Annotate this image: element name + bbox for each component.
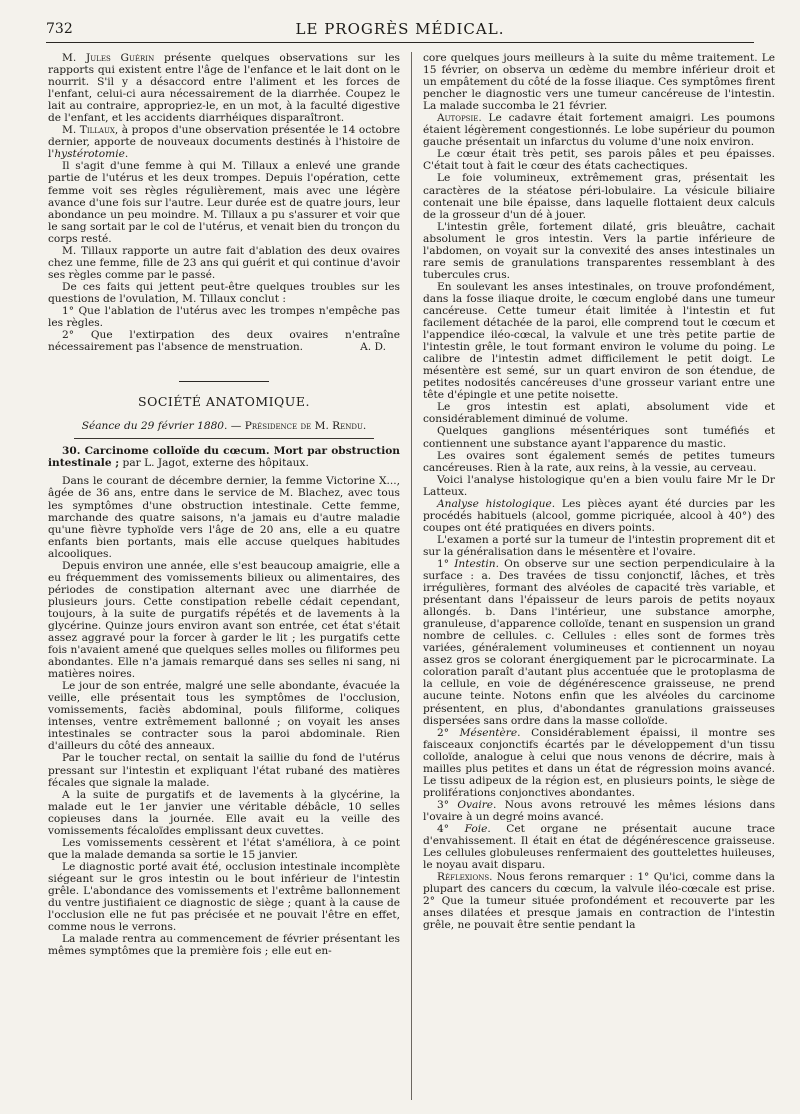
paragraph: M. Tillaux, à propos d'une observation présentée le 14 octobre dernier, apporte de nouveaux documents destinés à l'histoire de l'hystérotomie. — [48, 124, 400, 161]
paragraph: Il s'agit d'une femme à qui M. Tillaux a enlevé une grande partie de l'utérus et les deux trompes. Depuis l'opération, cette femme voit ses règles régulièrement, mais avec une légère avance d'une fois sur l'autre. Leur durée est de quatre jours, leur abondance un peu moindre. M. Tillaux a pu s'assurer et voir que le sang sortait par le col de l'utérus, et venait bien du tronçon du corps resté. — [48, 160, 400, 245]
article-title: 30. Carcinome colloïde du cœcum. Mort par obstruction intestinale ; par L. Jagot, externe des hôpitaux. — [48, 445, 400, 470]
paragraph: M. Jules Guérin présente quelques observations sur les rapports qui existent entre l'âge de l'enfance et le lait dont on le nourrit. S'il y a désaccord entre l'aliment et les forces de l'enfant, celui-ci aura nécessairement de la diarrhée. Coupez le lait au contraire, appropriez-le, en un mot, à la faculté digestive de l'enfant, et les accidents diarrhéiques disparaîtront. — [48, 52, 400, 125]
paragraph-label: Autopsie. — [437, 112, 482, 125]
column-rule — [411, 52, 412, 1100]
paragraph-label: Mésentère — [459, 726, 518, 739]
paragraph: Voici l'analyse histologique qu'en a bien voulu faire Mr le Dr Latteux. — [423, 473, 775, 498]
journal-title: LE PROGRÈS MÉDICAL. — [295, 20, 505, 38]
right-column — [423, 52, 775, 931]
paragraph: Les ovaires sont également semés de petites tumeurs cancéreuses. Rien à la rate, aux reins, à la vessie, au cerveau. — [423, 449, 775, 474]
left-column — [48, 52, 400, 957]
paragraph: Réflexions. Nous ferons remarquer : 1° Qu'ici, comme dans la plupart des cancers du cœcum, la valvule iléo-cœcale est prise. 2° Que la tumeur située profondément et recouverte par les anses dilatées et presque jamais en contraction de l'intestin grêle, ne pouvait être sentie pendant la — [423, 871, 775, 932]
paragraph: 2° Que l'extirpation des deux ovaires n'entraîne nécessairement pas l'absence de menstruation. — [48, 329, 400, 354]
speaker-name: M. Tillaux — [62, 124, 115, 137]
paragraph: Le jour de son entrée, malgré une selle abondante, évacuée la veille, elle présentait tous les symptômes de l'occlusion, vomissements, faciès abdominal, pouls filiforme, coliques intenses, ventre extrêmement ballonné ; on voyait les anses intestinales se contracter sous la paroi abdominale. Rien d'ailleurs du côté des anneaux. — [48, 680, 400, 753]
session-line: Séance du 29 février 1880. — Présidence de M. Rendu. — [81, 420, 367, 433]
paragraph: 1° Intestin. On observe sur une section perpendiculaire à la surface : a. Des travées de tissu conjonctif, lâches, et très irrégulières, formant des alvéoles de capacité très variable, et présentant dans l'épaisseur de leurs parois de petits noyaux allongés. b. Dans l'intérieur, une substance amorphe, granuleuse, d'apparence colloïde, tenant en suspension un grand nombre de cellules. c. Cellules : elles sont de formes très variées, généralement volumineuses et contiennent un noyau assez gros se colorant énergiquement par le picrocarminate. La coloration paraît d'autant plus accentuée que le protoplasma de la cellule, en voie de dégénérescence graisseuse, ne prend aucune teinte. Notons enfin que les alvéoles du carcinome présentent, en plus, d'abondantes granulations graisseuses dispersées sans ordre dans la masse colloïde. — [423, 557, 775, 727]
session-date: Séance du 29 février 1880. — [81, 420, 228, 433]
paragraph: Analyse histologique. Les pièces ayant été durcies par les procédés habituels (alcool, gomme picriquée, alcool à 40°) des coupes ont été pratiquées en divers points. — [423, 497, 776, 534]
paragraph: De ces faits qui jettent peut-être quelques troubles sur les questions de l'ovulation, M. Tillaux conclut : — [48, 280, 400, 305]
author-signature: A. D. — [360, 341, 386, 354]
paragraph-label: Ovaire — [457, 798, 494, 811]
paragraph-label: Intestin — [454, 557, 496, 570]
paragraph: 4° Foie. Cet organe ne présentait aucune trace d'envahissement. Il était en état de dégénérescence graisseuse. Les cellules globuleuses renfermaient des gouttelettes huileuses, le noyau avait disparu. — [423, 823, 775, 872]
paragraph: Autopsie. Le cadavre était fortement amaigri. Les poumons étaient légèrement congestionnés. Le lobe supérieur du poumon gauche présentait un infarctus du volume d'une noix environ. — [423, 112, 775, 149]
section-title: SOCIÉTÉ ANATOMIQUE. — [138, 394, 310, 410]
paragraph: A la suite de purgatifs et de lavements à la glycérine, la malade eut le 1er janvier une véritable débâcle, 10 selles copieuses dans la journée. Elle avait eu la veille des vomissements fécaloïdes emplissant deux cuvettes. — [48, 788, 400, 837]
paragraph: Les vomissements cessèrent et l'état s'améliora, à ce point que la malade demanda sa sortie le 15 janvier. — [48, 836, 400, 861]
paragraph: M. Tillaux rapporte un autre fait d'ablation des deux ovaires chez une femme, fille de 23 ans qui guérit et qui continue d'avoir ses règles comme par le passé. — [48, 244, 400, 281]
session-presidency: Présidence de M. Rendu. — [244, 420, 367, 433]
paragraph: La malade rentra au commencement de février présentant les mêmes symptômes que la première fois ; elle eut en- — [48, 933, 400, 958]
paragraph: core quelques jours meilleurs à la suite du même traitement. Le 15 février, on observa un œdème du membre inférieur droit et un empâtement du côté de la fosse iliaque. Ces symptômes firent pencher le diagnostic vers une tumeur cancéreuse de l'intestin. La malade succomba le 21 février. — [423, 52, 775, 113]
paragraph: L'intestin grêle, fortement dilaté, gris bleuâtre, cachait absolument le gros intestin. Vers la partie inférieure de l'abdomen, on voyait sur la convexité des anses intestinales un rare semis de granulations transparentes ressemblant à des tubercules crus. — [423, 220, 775, 281]
section-divider — [179, 381, 269, 382]
header-rule — [46, 42, 754, 43]
italic-term: hystérotomie — [54, 148, 125, 161]
paragraph-label: Analyse histologique — [437, 497, 552, 510]
paragraph: 2° Mésentère. Considérablement épaissi, il montre ses faisceaux conjonctifs écartés par le développement d'un tissu colloïde, analogue à celui que nous venons de décrire, mais à mailles plus petites et dans un état de régression moins avancé. Le tissu adipeux de la région est, en plusieurs points, le siège de proliférations conjonctives abondantes. — [423, 726, 776, 799]
session-rule — [74, 438, 374, 439]
page-number: 732 — [46, 21, 73, 37]
paragraph: Dans le courant de décembre dernier, la femme Victorine X..., âgée de 36 ans, entre dans le service de M. Blachez, avec tous les symptômes d'une obstruction intestinale. Cette femme, marchande des quatre saisons, n'a jamais eu d'autre maladie qu'une fièvre typhoïde vers l'âge de 20 ans, elle a eu quatre enfants bien portants, mais elle accuse quelques habitudes alcooliques. — [48, 475, 400, 560]
paragraph: Depuis environ une année, elle s'est beaucoup amaigrie, elle a eu fréquemment des vomissements bilieux ou alimentaires, des périodes de constipation alternant avec une diarrhée de plusieurs jours. Cette constipation rebelle cédait cependant, toujours, à la suite de purgatifs répétés et de lavements à la glycérine. Quinze jours environ avant son entrée, cet état s'était assez aggravé pour la forcer à garder le lit ; les purgatifs cette fois n'avaient amené que quelques selles molles ou filiformes peu abondantes. Elle n'a jamais remarqué dans ses selles ni sang, ni matières noires. — [48, 559, 400, 681]
paragraph: Le gros intestin est aplati, absolument vide et considérablement diminué de volume. — [423, 401, 775, 426]
paragraph: L'examen a porté sur la tumeur de l'intestin proprement dit et sur la généralisation dans le mésentère et l'ovaire. — [423, 533, 775, 558]
paragraph-label: Réflexions. — [437, 871, 493, 884]
paragraph-label: Foie — [464, 823, 488, 835]
paragraph: Le foie volumineux, extrêmement gras, présentait les caractères de la stéatose péri-lobulaire. La vésicule biliaire contenait une bile épaisse, dans laquelle flottaient deux calculs de la grosseur d'un dé à jouer. — [423, 172, 775, 221]
paragraph: Le cœur était très petit, ses parois pâles et peu épaisses. C'était tout à fait le cœur des états cachectiques. — [423, 148, 775, 173]
paragraph: 1° Que l'ablation de l'utérus avec les trompes n'empêche pas les règles. — [48, 304, 400, 330]
paragraph: 3° Ovaire. Nous avons retrouvé les mêmes lésions dans l'ovaire à un degré moins avancé. — [423, 798, 776, 823]
paragraph: Quelques ganglions mésentériques sont tuméfiés et contiennent une substance ayant l'apparence du mastic. — [423, 425, 775, 450]
paragraph: Par le toucher rectal, on sentait la saillie du fond de l'utérus pressant sur l'intestin et expliquant l'état rubané des matières fécales que signale la malade. — [48, 752, 400, 789]
article-byline: par L. Jagot, externe des hôpitaux. — [119, 457, 309, 470]
paragraph: Le diagnostic porté avait été, occlusion intestinale incomplète siégeant sur le gros intestin ou le bout inférieur de l'intestin grêle. L'abondance des vomissements et l'extrême ballonnement du ventre justifiaient ce diagnostic de siège ; quant à la cause de l'occlusion elle ne fut pas précisée et ne pouvait l'être en effet, comme nous le verrons. — [48, 860, 400, 934]
page-header — [46, 18, 754, 40]
speaker-name: M. Jules Guérin — [62, 52, 155, 64]
paragraph: En soulevant les anses intestinales, on trouve profondément, dans la fosse iliaque droite, le cœcum englobé dans une tumeur cancéreuse. Cette tumeur était limitée à l'intestin et fut facilement détachée de la paroi, elle comprend tout le cœcum et l'appendice iléo-cœcal, la valvule et une très petite partie de l'intestin grêle, le tout formant environ le volume du poing. Le calibre de l'intestin admet difficilement le petit doigt. Le mésentère est semé, sur un quart environ de son étendue, de petites nodosités cancéreuses d'une grosseur variant entre une tête d'épingle et une petite noisette. — [423, 280, 775, 402]
